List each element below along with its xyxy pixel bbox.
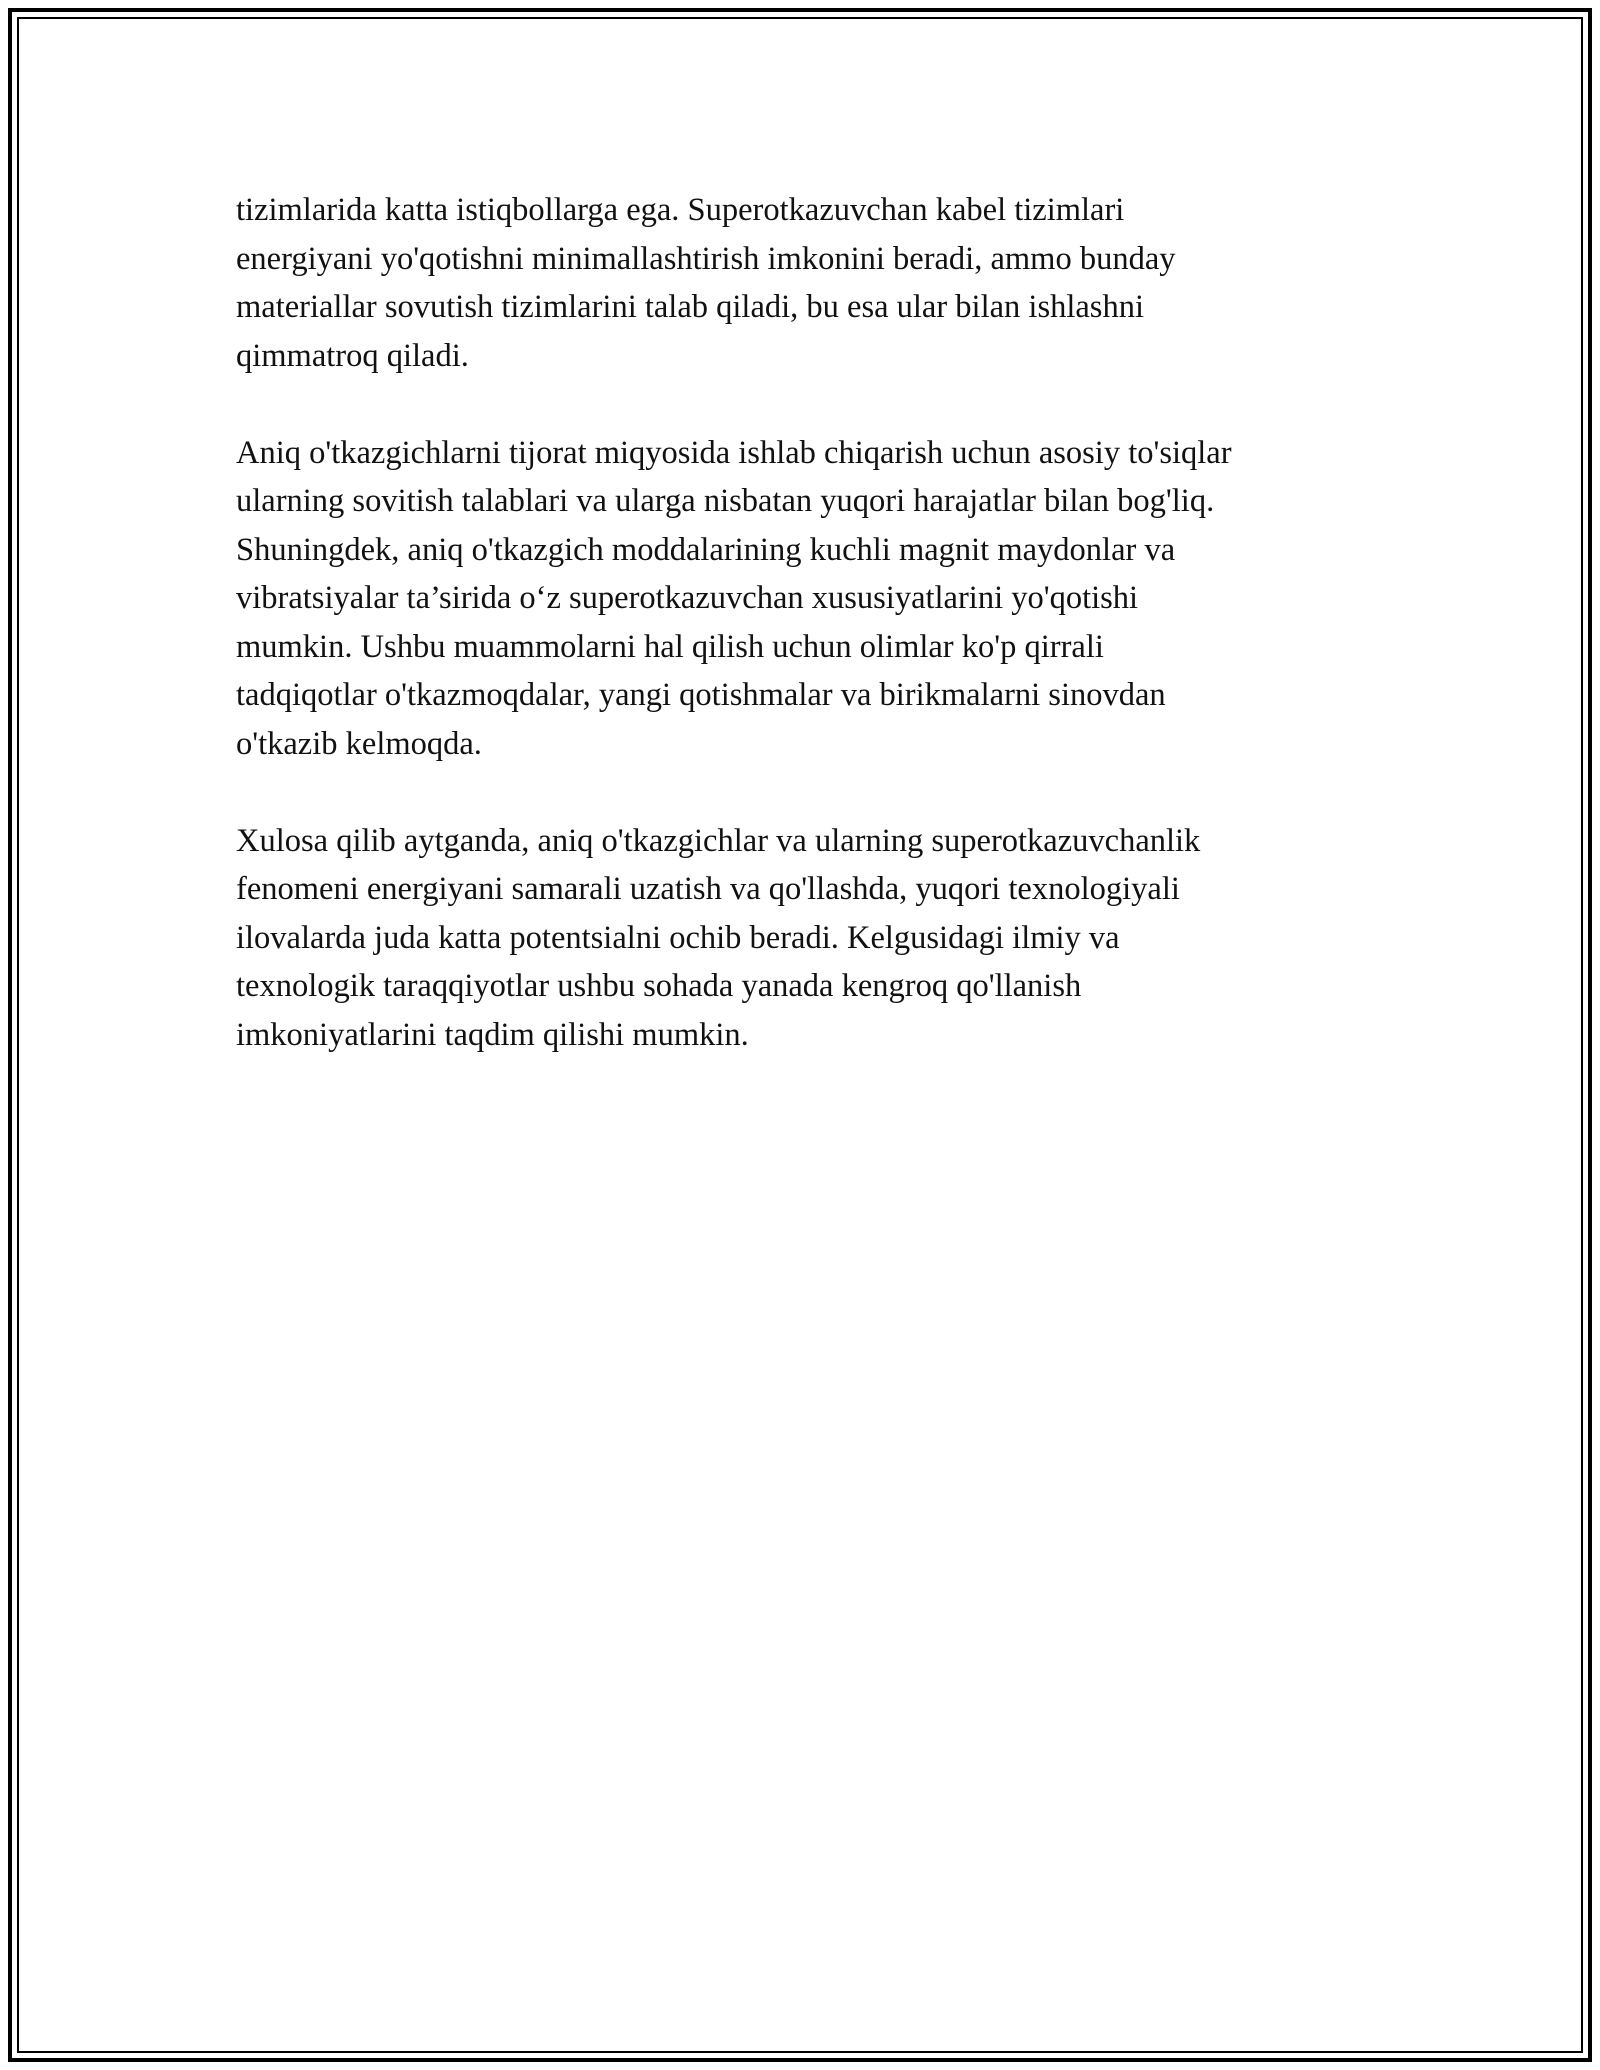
text-line: o'tkazib kelmoqda.	[236, 725, 482, 762]
document-body	[236, 186, 1376, 1108]
text-line: tadqiqotlar o'tkazmoqdalar, yangi qotishmalar va birikmalarni sinovdan	[236, 677, 1166, 713]
text-line: imkoniyatlarini taqdim qilishi mumkin.	[236, 1016, 749, 1053]
paragraph-3	[236, 817, 1376, 1060]
text-line: ularning sovitish talablari va ularga nisbatan yuqori harajatlar bilan bog'liq.	[236, 483, 1215, 519]
paragraph-1	[236, 186, 1376, 380]
text-line: fenomeni energiyani samarali uzatish va qo'llashda, yuqori texnologiyali	[236, 871, 1180, 907]
text-line: Shuningdek, aniq o'tkazgich moddalarining kuchli magnit maydonlar va	[236, 531, 1176, 568]
text-line: qimmatroq qiladi.	[236, 337, 469, 374]
text-line: materiallar sovutish tizimlarini talab qiladi, bu esa ular bilan ishlashni	[236, 289, 1144, 325]
paragraph-2	[236, 429, 1376, 769]
text-line: vibratsiyalar ta’sirida o‘z superotkazuvchan xususiyatlarini yo'qotishi	[236, 580, 1139, 616]
text-line: energiyani yo'qotishni minimallashtirish imkonini beradi, ammo bunday	[236, 240, 1176, 277]
text-line: tizimlarida katta istiqbollarga ega. Superotkazuvchan kabel tizimlari	[236, 192, 1125, 228]
text-line: ilovalarda juda katta potentsialni ochib beradi. Kelgusidagi ilmiy va	[236, 919, 1120, 956]
text-line: Aniq o'tkazgichlarni tijorat miqyosida ishlab chiqarish uchun asosiy to'siqlar	[236, 434, 1232, 471]
text-line: texnologik taraqqiyotlar ushbu sohada yanada kengroq qo'llanish	[236, 968, 1082, 1004]
text-line: mumkin. Ushbu muammolarni hal qilish uchun olimlar ko'p qirrali	[236, 628, 1104, 665]
text-line: Xulosa qilib aytganda, aniq o'tkazgichlar va ularning superotkazuvchanlik	[236, 822, 1201, 859]
